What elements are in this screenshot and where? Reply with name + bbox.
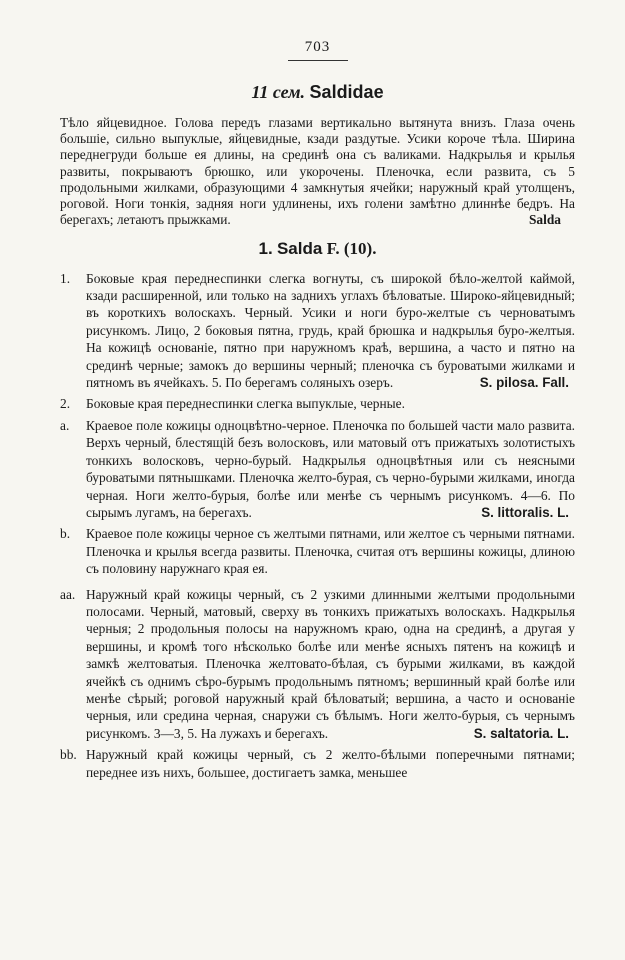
entry-description: Боковые края переднеспинки слегка выпуклые, черные. xyxy=(86,396,405,412)
genus-author: F. (10). xyxy=(326,238,377,258)
entry-text xyxy=(86,525,575,577)
key-entry-2 xyxy=(60,395,575,412)
entry-marker: aa. xyxy=(60,586,76,602)
entry-text xyxy=(86,395,575,412)
entry-description: Краевое поле кожицы черное съ желтыми пятнами, или желтое съ черными пятнами. Пленочка и крылья всегда развиты. Пленочка, считая отъ вершины кожицы, длиною съ половину наружнаго края ея. xyxy=(86,526,575,577)
family-description xyxy=(60,115,575,229)
entry-marker: 2. xyxy=(60,396,71,412)
genus-name: Salda xyxy=(276,238,323,258)
entry-text xyxy=(86,417,575,521)
key-entry-bb xyxy=(60,746,575,781)
species-name: S. littoralis. L. xyxy=(481,504,569,520)
family-description-text: Тѣло яйцевидное. Голова передъ глазами вертикально вытянута внизъ. Глаза очень большіе, сильно выпуклые, яйцевидные, кзади раздутые. Усики короче тѣла. Ширина переднегруди больше ея длины, на срединѣ она съ валиками. Надкрылья и крылья развиты, покрываютъ брюшко, или укорочены. Пленочка, если развита, съ 5 продольными жилками, образующими 4 замкнутыя ячейки; наружный край утолщенъ, роговой. Ноги тонкія, задняя ноги удлинены, ихъ голени замѣтно длиннѣе бедръ. На берегахъ; летаютъ прыжками. xyxy=(60,115,575,228)
genus-reference: Salda xyxy=(528,212,561,228)
key-entry-a xyxy=(60,417,575,521)
species-name: S. saltatoria. L. xyxy=(473,725,569,741)
family-title xyxy=(60,81,575,103)
entry-text xyxy=(86,746,575,781)
entry-text xyxy=(86,270,575,392)
entry-description: Боковые края переднеспинки слегка вогнуты, съ широкой бѣло-желтой каймой, кзади расширенной, или только на заднихъ углахъ бѣловатые. Широко-яйцевидный; въ короткихъ волоскахъ. Черный. Усики и ноги буро-желтые съ черноватымъ рисункомъ. Лицо, 2 боковыя пятна, грудь, край брюшка и надкрылья буро-желтыя. На кожицѣ основаніе, пятно при наружномъ краѣ, вершина, а часто и пятно на срединѣ черные; замокъ до вершины черный; пленочка съ буроватыми жилками и пятномъ въ ячейкахъ. 5. По берегамъ соляныхъ озеръ. xyxy=(86,270,575,391)
page-number: 703 xyxy=(304,39,331,55)
entry-marker: 1. xyxy=(60,270,71,286)
key-entry-b xyxy=(60,525,575,577)
header-rule xyxy=(288,60,348,61)
entry-marker: b. xyxy=(60,526,71,542)
key-entry-1 xyxy=(60,270,575,392)
species-name: S. pilosa. Fall. xyxy=(479,375,569,391)
entry-description: Краевое поле кожицы одноцвѣтно-черное. Пленочка по большей части мало развита. Верхъ черный, блестящій безъ волосковъ, или матовый отъ прижатыхъ золотистыхъ тонкихъ волосковъ, черно-бурый. Надкрылья одноцвѣтныя или съ неясными буроватыми пятнышками. Пленочка желто-бурая, съ черно-бурыми жилками, иногда черная. Ноги желто-бурыя, болѣе или менѣе съ чернымъ рисункомъ. 4—6. По сырымъ лугамъ, на берегахъ. xyxy=(86,417,575,520)
genus-number: 1. xyxy=(258,238,273,258)
genus-title xyxy=(60,239,575,259)
entry-marker: a. xyxy=(60,417,70,433)
entry-description: Наружный край кожицы черный, съ 2 узкими длинными желтыми продольными полосами. Черный, матовый, сверху въ тонкихъ прижатыхъ волоскахъ. Надкрылья черныя; 2 продольныя полосы на наружномъ краю, одна на срединѣ, а другая у вершины, и кромѣ того нѣсколько болѣе или менѣе ясныхъ пятенъ на кожицѣ и замкѣ желтоватыя. Пленочка желтовато-бѣлая, съ бурыми жилками, въ каждой ячейкѣ съ однимъ сѣро-бурымъ продольнымъ пятномъ; вершинный край болѣе или менѣе сѣрый; роговой наружный край бѣловатый; вершина, а часто и основаніе черныя, или средина черная, снаружи съ бѣлымъ. Ноги желто-бурыя, съ чернымъ рисункомъ. 3—3, 5. На лужахъ и берегахъ. xyxy=(86,586,575,741)
family-number: 11 сем. xyxy=(251,82,306,102)
entry-marker: bb. xyxy=(60,747,77,763)
key-entry-aa xyxy=(60,586,575,743)
entry-description: Наружный край кожицы черный, съ 2 желто-бѣлыми поперечными пятнами; переднее изъ нихъ, большее, достигаетъ замка, меньшее xyxy=(86,747,575,780)
family-name: Saldidae xyxy=(309,82,384,102)
entry-text xyxy=(86,586,575,743)
